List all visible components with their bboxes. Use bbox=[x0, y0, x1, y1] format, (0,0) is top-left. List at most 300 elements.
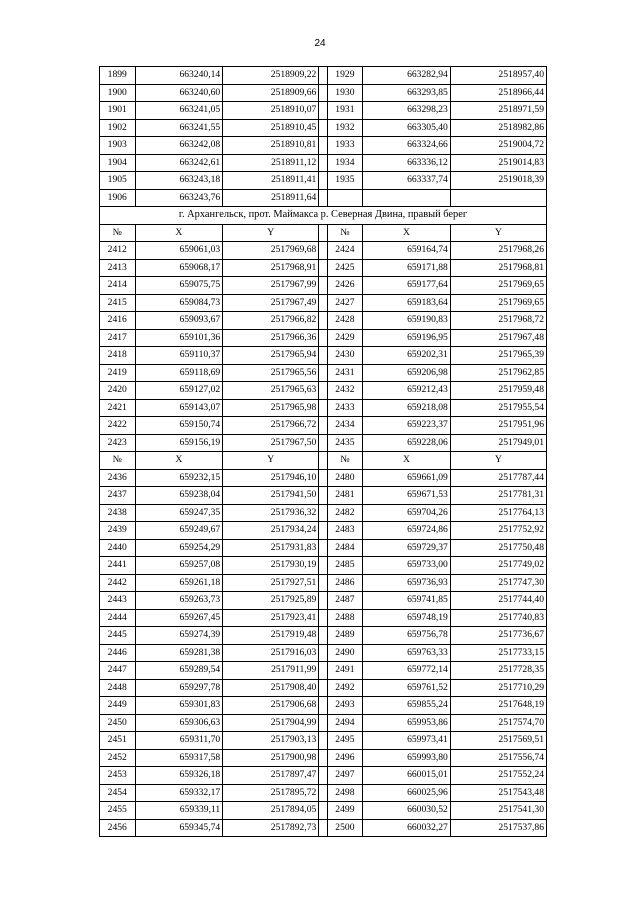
column-separator bbox=[319, 487, 327, 505]
x-coordinate: 659177,64 bbox=[363, 277, 451, 295]
table-row bbox=[100, 819, 547, 837]
point-number: 2435 bbox=[327, 434, 363, 452]
y-coordinate: 2518909,22 bbox=[223, 67, 319, 85]
y-coordinate: 2518957,40 bbox=[450, 67, 546, 85]
table-row bbox=[100, 172, 547, 190]
point-number: 2444 bbox=[100, 609, 136, 627]
column-header-y: Y bbox=[223, 452, 319, 470]
x-coordinate: 659661,09 bbox=[363, 469, 451, 487]
x-coordinate: 659075,75 bbox=[135, 277, 223, 295]
x-coordinate: 659150,74 bbox=[135, 417, 223, 435]
column-separator bbox=[319, 749, 327, 767]
point-number: 2449 bbox=[100, 697, 136, 715]
x-coordinate: 659332,17 bbox=[135, 784, 223, 802]
column-separator bbox=[319, 644, 327, 662]
y-coordinate: 2517895,72 bbox=[223, 784, 319, 802]
table-row bbox=[100, 102, 547, 120]
point-number: 2429 bbox=[327, 329, 363, 347]
point-number: 2423 bbox=[100, 434, 136, 452]
coordinates-table bbox=[99, 66, 547, 837]
table-row bbox=[100, 189, 547, 207]
column-separator bbox=[319, 172, 327, 190]
x-coordinate: 659993,80 bbox=[363, 749, 451, 767]
y-coordinate: 2517962,85 bbox=[450, 364, 546, 382]
point-number: 2446 bbox=[100, 644, 136, 662]
table-row bbox=[100, 137, 547, 155]
y-coordinate: 2517965,98 bbox=[223, 399, 319, 417]
y-coordinate: 2517781,31 bbox=[450, 487, 546, 505]
x-coordinate: 659249,67 bbox=[135, 522, 223, 540]
x-coordinate: 659084,73 bbox=[135, 294, 223, 312]
x-coordinate: 659301,83 bbox=[135, 697, 223, 715]
y-coordinate: 2517967,49 bbox=[223, 294, 319, 312]
x-coordinate: 659855,24 bbox=[363, 697, 451, 715]
column-separator bbox=[319, 574, 327, 592]
x-coordinate: 659763,33 bbox=[363, 644, 451, 662]
x-coordinate: 659339,11 bbox=[135, 802, 223, 820]
column-separator bbox=[319, 452, 327, 470]
point-number: 2480 bbox=[327, 469, 363, 487]
point-number: 2422 bbox=[100, 417, 136, 435]
table-row bbox=[100, 277, 547, 295]
y-coordinate: 2517965,63 bbox=[223, 382, 319, 400]
y-coordinate: 2517736,67 bbox=[450, 627, 546, 645]
x-coordinate: 659756,78 bbox=[363, 627, 451, 645]
column-separator bbox=[319, 277, 327, 295]
column-separator bbox=[319, 522, 327, 540]
y-coordinate: 2517968,91 bbox=[223, 259, 319, 277]
column-separator bbox=[319, 609, 327, 627]
table-row bbox=[100, 679, 547, 697]
point-number: 2420 bbox=[100, 382, 136, 400]
y-coordinate: 2517968,81 bbox=[450, 259, 546, 277]
x-coordinate: 659704,26 bbox=[363, 504, 451, 522]
y-coordinate: 2517904,99 bbox=[223, 714, 319, 732]
y-coordinate: 2518911,64 bbox=[223, 189, 319, 207]
y-coordinate: 2517931,83 bbox=[223, 539, 319, 557]
x-coordinate: 660030,52 bbox=[363, 802, 451, 820]
table-row bbox=[100, 539, 547, 557]
point-number: 2414 bbox=[100, 277, 136, 295]
x-coordinate: 659772,14 bbox=[363, 662, 451, 680]
column-separator bbox=[319, 539, 327, 557]
point-number: 2416 bbox=[100, 312, 136, 330]
x-coordinate: 659317,58 bbox=[135, 749, 223, 767]
point-number: 2451 bbox=[100, 732, 136, 750]
y-coordinate: 2517648,19 bbox=[450, 697, 546, 715]
header-row bbox=[100, 224, 547, 242]
point-number: 2412 bbox=[100, 242, 136, 260]
x-coordinate: 663305,40 bbox=[363, 119, 451, 137]
point-number: 1934 bbox=[327, 154, 363, 172]
x-coordinate: 659748,19 bbox=[363, 609, 451, 627]
x-coordinate: 659263,73 bbox=[135, 592, 223, 610]
point-number: 2436 bbox=[100, 469, 136, 487]
y-coordinate: 2517923,41 bbox=[223, 609, 319, 627]
x-coordinate: 659345,74 bbox=[135, 819, 223, 837]
column-header-n: № bbox=[100, 224, 136, 242]
column-separator bbox=[319, 189, 327, 207]
x-coordinate: 659110,37 bbox=[135, 347, 223, 365]
y-coordinate: 2519018,39 bbox=[450, 172, 546, 190]
x-coordinate: 659761,52 bbox=[363, 679, 451, 697]
point-number: 1930 bbox=[327, 84, 363, 102]
point-number bbox=[327, 189, 363, 207]
y-coordinate: 2517897,47 bbox=[223, 767, 319, 785]
point-number: 2441 bbox=[100, 557, 136, 575]
table-row bbox=[100, 329, 547, 347]
column-header-n: № bbox=[327, 452, 363, 470]
x-coordinate: 663243,18 bbox=[135, 172, 223, 190]
x-coordinate: 659257,08 bbox=[135, 557, 223, 575]
point-number: 2421 bbox=[100, 399, 136, 417]
point-number: 2425 bbox=[327, 259, 363, 277]
y-coordinate: 2517967,50 bbox=[223, 434, 319, 452]
table-row bbox=[100, 802, 547, 820]
y-coordinate: 2517934,24 bbox=[223, 522, 319, 540]
x-coordinate: 660015,01 bbox=[363, 767, 451, 785]
table-row bbox=[100, 119, 547, 137]
point-number: 1903 bbox=[100, 137, 136, 155]
table-row bbox=[100, 84, 547, 102]
point-number: 1931 bbox=[327, 102, 363, 120]
y-coordinate: 2517966,72 bbox=[223, 417, 319, 435]
column-separator bbox=[319, 347, 327, 365]
y-coordinate: 2517728,35 bbox=[450, 662, 546, 680]
x-coordinate: 663241,55 bbox=[135, 119, 223, 137]
column-separator bbox=[319, 434, 327, 452]
x-coordinate: 663298,23 bbox=[363, 102, 451, 120]
table-row bbox=[100, 767, 547, 785]
point-number: 2437 bbox=[100, 487, 136, 505]
column-separator bbox=[319, 802, 327, 820]
x-coordinate: 659238,04 bbox=[135, 487, 223, 505]
column-separator bbox=[319, 312, 327, 330]
x-coordinate: 659190,83 bbox=[363, 312, 451, 330]
column-separator bbox=[319, 627, 327, 645]
point-number: 2448 bbox=[100, 679, 136, 697]
point-number: 2453 bbox=[100, 767, 136, 785]
column-separator bbox=[319, 784, 327, 802]
point-number: 1932 bbox=[327, 119, 363, 137]
column-separator bbox=[319, 697, 327, 715]
table-row bbox=[100, 469, 547, 487]
section-title: г. Архангельск, прот. Маймакса р. Северная Двина, правый берег bbox=[100, 207, 547, 225]
point-number: 1902 bbox=[100, 119, 136, 137]
point-number: 2485 bbox=[327, 557, 363, 575]
x-coordinate: 663336,12 bbox=[363, 154, 451, 172]
column-separator bbox=[319, 137, 327, 155]
column-separator bbox=[319, 592, 327, 610]
x-coordinate: 659274,39 bbox=[135, 627, 223, 645]
y-coordinate: 2517543,48 bbox=[450, 784, 546, 802]
y-coordinate: 2517955,54 bbox=[450, 399, 546, 417]
y-coordinate: 2517941,50 bbox=[223, 487, 319, 505]
point-number: 2447 bbox=[100, 662, 136, 680]
point-number: 1904 bbox=[100, 154, 136, 172]
point-number: 2438 bbox=[100, 504, 136, 522]
x-coordinate: 659118,69 bbox=[135, 364, 223, 382]
y-coordinate: 2517750,48 bbox=[450, 539, 546, 557]
point-number: 2450 bbox=[100, 714, 136, 732]
x-coordinate: 659156,19 bbox=[135, 434, 223, 452]
x-coordinate: 659223,37 bbox=[363, 417, 451, 435]
x-coordinate: 659218,08 bbox=[363, 399, 451, 417]
point-number: 2497 bbox=[327, 767, 363, 785]
y-coordinate: 2517892,73 bbox=[223, 819, 319, 837]
x-coordinate: 659289,54 bbox=[135, 662, 223, 680]
y-coordinate: 2517969,65 bbox=[450, 294, 546, 312]
y-coordinate: 2519014,83 bbox=[450, 154, 546, 172]
column-header-y: Y bbox=[450, 452, 546, 470]
column-header-n: № bbox=[100, 452, 136, 470]
table-row bbox=[100, 644, 547, 662]
y-coordinate: 2518910,45 bbox=[223, 119, 319, 137]
y-coordinate: 2519004,72 bbox=[450, 137, 546, 155]
table-row bbox=[100, 242, 547, 260]
point-number: 1906 bbox=[100, 189, 136, 207]
y-coordinate: 2517574,70 bbox=[450, 714, 546, 732]
y-coordinate: 2517710,29 bbox=[450, 679, 546, 697]
point-number: 2440 bbox=[100, 539, 136, 557]
x-coordinate: 659306,63 bbox=[135, 714, 223, 732]
column-separator bbox=[319, 259, 327, 277]
y-coordinate: 2517752,92 bbox=[450, 522, 546, 540]
point-number: 2482 bbox=[327, 504, 363, 522]
point-number: 2487 bbox=[327, 592, 363, 610]
y-coordinate: 2517967,99 bbox=[223, 277, 319, 295]
column-separator bbox=[319, 242, 327, 260]
table-row bbox=[100, 714, 547, 732]
x-coordinate: 659228,06 bbox=[363, 434, 451, 452]
column-separator bbox=[319, 102, 327, 120]
y-coordinate: 2517903,13 bbox=[223, 732, 319, 750]
column-header-y: Y bbox=[223, 224, 319, 242]
point-number: 2490 bbox=[327, 644, 363, 662]
x-coordinate: 659206,98 bbox=[363, 364, 451, 382]
y-coordinate: 2517916,03 bbox=[223, 644, 319, 662]
point-number: 1905 bbox=[100, 172, 136, 190]
x-coordinate: 663282,94 bbox=[363, 67, 451, 85]
x-coordinate: 659297,78 bbox=[135, 679, 223, 697]
y-coordinate: 2517541,30 bbox=[450, 802, 546, 820]
point-number: 2442 bbox=[100, 574, 136, 592]
column-separator bbox=[319, 329, 327, 347]
y-coordinate: 2517965,39 bbox=[450, 347, 546, 365]
column-separator bbox=[319, 154, 327, 172]
y-coordinate: 2517900,98 bbox=[223, 749, 319, 767]
point-number: 2455 bbox=[100, 802, 136, 820]
column-header-x: X bbox=[135, 452, 223, 470]
header-row bbox=[100, 452, 547, 470]
x-coordinate: 659068,17 bbox=[135, 259, 223, 277]
point-number: 2413 bbox=[100, 259, 136, 277]
table-row bbox=[100, 574, 547, 592]
point-number: 2488 bbox=[327, 609, 363, 627]
table-row bbox=[100, 609, 547, 627]
x-coordinate: 663243,76 bbox=[135, 189, 223, 207]
x-coordinate: 659202,31 bbox=[363, 347, 451, 365]
x-coordinate: 659311,70 bbox=[135, 732, 223, 750]
column-header-x: X bbox=[363, 452, 451, 470]
y-coordinate: 2518971,59 bbox=[450, 102, 546, 120]
x-coordinate: 663241,05 bbox=[135, 102, 223, 120]
page-number: 24 bbox=[314, 38, 326, 49]
column-separator bbox=[319, 767, 327, 785]
point-number: 1935 bbox=[327, 172, 363, 190]
x-coordinate: 659247,35 bbox=[135, 504, 223, 522]
column-separator bbox=[319, 417, 327, 435]
point-number: 2500 bbox=[327, 819, 363, 837]
table-row bbox=[100, 417, 547, 435]
y-coordinate: 2518911,12 bbox=[223, 154, 319, 172]
point-number: 2417 bbox=[100, 329, 136, 347]
column-separator bbox=[319, 382, 327, 400]
y-coordinate: 2517949,01 bbox=[450, 434, 546, 452]
point-number: 2439 bbox=[100, 522, 136, 540]
y-coordinate: 2517965,56 bbox=[223, 364, 319, 382]
y-coordinate: 2517968,26 bbox=[450, 242, 546, 260]
point-number: 2483 bbox=[327, 522, 363, 540]
y-coordinate: 2517951,96 bbox=[450, 417, 546, 435]
y-coordinate: 2517537,86 bbox=[450, 819, 546, 837]
table-row bbox=[100, 259, 547, 277]
x-coordinate: 659741,85 bbox=[363, 592, 451, 610]
point-number: 2419 bbox=[100, 364, 136, 382]
point-number: 2445 bbox=[100, 627, 136, 645]
y-coordinate: 2517894,05 bbox=[223, 802, 319, 820]
point-number: 2496 bbox=[327, 749, 363, 767]
point-number: 2499 bbox=[327, 802, 363, 820]
y-coordinate: 2517733,15 bbox=[450, 644, 546, 662]
table-row bbox=[100, 434, 547, 452]
table-row bbox=[100, 504, 547, 522]
column-header-x: X bbox=[135, 224, 223, 242]
point-number: 2424 bbox=[327, 242, 363, 260]
y-coordinate: 2517747,30 bbox=[450, 574, 546, 592]
y-coordinate: 2517969,65 bbox=[450, 277, 546, 295]
y-coordinate: 2517927,51 bbox=[223, 574, 319, 592]
column-separator bbox=[319, 67, 327, 85]
x-coordinate: 663324,66 bbox=[363, 137, 451, 155]
table-row bbox=[100, 312, 547, 330]
column-header-x: X bbox=[363, 224, 451, 242]
x-coordinate: 659729,37 bbox=[363, 539, 451, 557]
x-coordinate: 659127,02 bbox=[135, 382, 223, 400]
x-coordinate: 659733,00 bbox=[363, 557, 451, 575]
y-coordinate: 2517966,36 bbox=[223, 329, 319, 347]
point-number: 2486 bbox=[327, 574, 363, 592]
table-row bbox=[100, 662, 547, 680]
point-number: 2456 bbox=[100, 819, 136, 837]
point-number: 2431 bbox=[327, 364, 363, 382]
y-coordinate: 2517787,44 bbox=[450, 469, 546, 487]
x-coordinate: 659736,93 bbox=[363, 574, 451, 592]
x-coordinate: 659261,18 bbox=[135, 574, 223, 592]
point-number: 1933 bbox=[327, 137, 363, 155]
point-number: 2418 bbox=[100, 347, 136, 365]
point-number: 2492 bbox=[327, 679, 363, 697]
column-header-n: № bbox=[327, 224, 363, 242]
point-number: 2484 bbox=[327, 539, 363, 557]
y-coordinate: 2517569,51 bbox=[450, 732, 546, 750]
column-separator bbox=[319, 119, 327, 137]
y-coordinate: 2517552,24 bbox=[450, 767, 546, 785]
y-coordinate: 2518910,81 bbox=[223, 137, 319, 155]
x-coordinate: 659281,38 bbox=[135, 644, 223, 662]
table-row bbox=[100, 364, 547, 382]
y-coordinate: 2517744,40 bbox=[450, 592, 546, 610]
table-row bbox=[100, 154, 547, 172]
y-coordinate: 2517968,72 bbox=[450, 312, 546, 330]
point-number: 2481 bbox=[327, 487, 363, 505]
x-coordinate: 659326,18 bbox=[135, 767, 223, 785]
x-coordinate: 659973,41 bbox=[363, 732, 451, 750]
column-separator bbox=[319, 504, 327, 522]
y-coordinate: 2517959,48 bbox=[450, 382, 546, 400]
column-header-y: Y bbox=[450, 224, 546, 242]
x-coordinate: 659171,88 bbox=[363, 259, 451, 277]
coordinates-table-body bbox=[100, 67, 547, 837]
point-number: 2434 bbox=[327, 417, 363, 435]
x-coordinate: 663337,74 bbox=[363, 172, 451, 190]
x-coordinate: 663240,60 bbox=[135, 84, 223, 102]
y-coordinate: 2517967,48 bbox=[450, 329, 546, 347]
column-separator bbox=[319, 714, 327, 732]
point-number: 2428 bbox=[327, 312, 363, 330]
y-coordinate: 2518982,86 bbox=[450, 119, 546, 137]
x-coordinate: 659061,03 bbox=[135, 242, 223, 260]
x-coordinate: 659254,29 bbox=[135, 539, 223, 557]
point-number: 2493 bbox=[327, 697, 363, 715]
point-number: 2432 bbox=[327, 382, 363, 400]
column-separator bbox=[319, 224, 327, 242]
point-number: 2443 bbox=[100, 592, 136, 610]
x-coordinate: 659953,86 bbox=[363, 714, 451, 732]
column-separator bbox=[319, 819, 327, 837]
y-coordinate: 2517749,02 bbox=[450, 557, 546, 575]
column-separator bbox=[319, 679, 327, 697]
x-coordinate: 660032,27 bbox=[363, 819, 451, 837]
table-row bbox=[100, 382, 547, 400]
point-number: 1901 bbox=[100, 102, 136, 120]
table-row bbox=[100, 67, 547, 85]
y-coordinate: 2517966,82 bbox=[223, 312, 319, 330]
y-coordinate: 2517925,89 bbox=[223, 592, 319, 610]
table-row bbox=[100, 592, 547, 610]
y-coordinate: 2517930,19 bbox=[223, 557, 319, 575]
table-row bbox=[100, 557, 547, 575]
column-separator bbox=[319, 469, 327, 487]
point-number: 2433 bbox=[327, 399, 363, 417]
x-coordinate: 663242,61 bbox=[135, 154, 223, 172]
table-row bbox=[100, 732, 547, 750]
x-coordinate: 663242,08 bbox=[135, 137, 223, 155]
table-row bbox=[100, 347, 547, 365]
table-row bbox=[100, 294, 547, 312]
x-coordinate: 663293,85 bbox=[363, 84, 451, 102]
x-coordinate: 659101,36 bbox=[135, 329, 223, 347]
y-coordinate: 2517919,48 bbox=[223, 627, 319, 645]
x-coordinate: 659724,86 bbox=[363, 522, 451, 540]
table-row bbox=[100, 399, 547, 417]
y-coordinate: 2517764,13 bbox=[450, 504, 546, 522]
point-number: 2498 bbox=[327, 784, 363, 802]
point-number: 1900 bbox=[100, 84, 136, 102]
point-number: 2427 bbox=[327, 294, 363, 312]
x-coordinate: 659267,45 bbox=[135, 609, 223, 627]
y-coordinate: 2517936,32 bbox=[223, 504, 319, 522]
